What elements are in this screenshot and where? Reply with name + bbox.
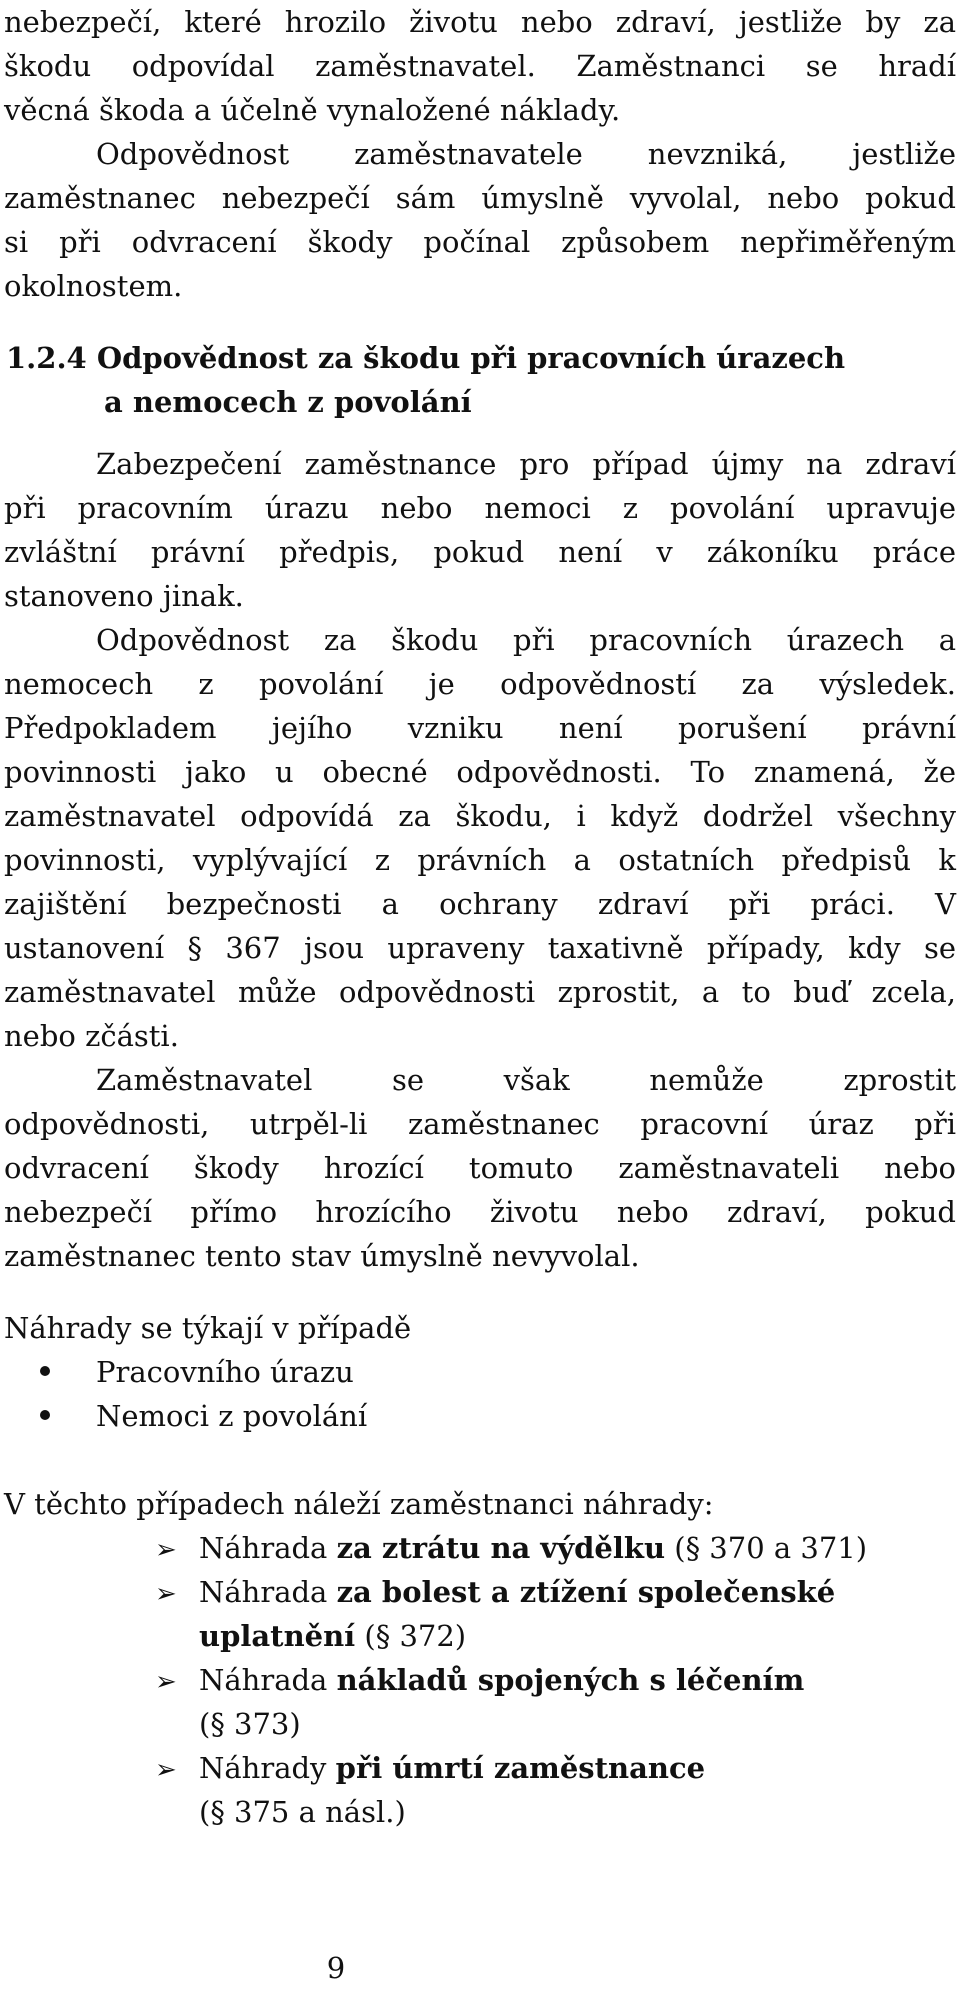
list-item-continuation [199, 1790, 406, 1834]
bullet-text: Pracovního úrazu [96, 1355, 354, 1389]
item-bold: nákladů spojených s léčením [336, 1663, 805, 1697]
item-suffix: (§ 372) [355, 1619, 467, 1653]
item-bold: při úmrtí zaměstnance [335, 1751, 706, 1785]
body-line-8: povinnosti jako u obecné odpovědnosti. To znamená, že [4, 755, 956, 789]
intro-line-3: věcná škoda a účelně vynaložené náklady. [4, 93, 621, 127]
intro-line-2: škodu odpovídal zaměstnavatel. Zaměstnanci se hradí [4, 49, 956, 83]
item-prefix: Náhrady [199, 1751, 336, 1785]
page-number: 9 [326, 1951, 346, 1985]
item-prefix: Náhrada [199, 1575, 337, 1609]
body-line-4: stanoveno jinak. [4, 579, 244, 613]
body-line-17: odvracení škody hrozící tomuto zaměstnavateli nebo [4, 1151, 956, 1185]
body-line-14: nebo zčásti. [4, 1019, 179, 1053]
body-line-7: Předpokladem jejího vzniku není porušení právní [4, 711, 956, 745]
arrow-bullet-icon: ➢ [155, 1755, 177, 1785]
intro-line-6: si při odvracení škody počínal způsobem nepřiměřeným [4, 225, 956, 259]
item-suffix: (§ 375 a násl.) [199, 1795, 406, 1829]
list-item [155, 1746, 705, 1792]
body-line-3: zvláštní právní předpis, pokud není v zákoníku práce [4, 535, 956, 569]
body-line-5: Odpovědnost za škodu při pracovních úrazech a [96, 623, 956, 657]
item-bold: za ztrátu na výdělku [336, 1531, 666, 1565]
bullet-icon [40, 1410, 50, 1420]
body-line-9: zaměstnavatel odpovídá za škodu, i když dodržel všechny [4, 799, 956, 833]
body-line-12: ustanovení § 367 jsou upraveny taxativně případy, kdy se [4, 931, 956, 965]
item-suffix: (§ 373) [199, 1707, 301, 1741]
item-bold: uplatnění [199, 1619, 356, 1653]
list-item-continuation [199, 1702, 301, 1746]
bullet-text: Nemoci z povolání [96, 1399, 368, 1433]
body-line-15: Zaměstnavatel se však nemůže zprostit [96, 1063, 956, 1097]
body-line-10: povinnosti, vyplývající z právních a ostatních předpisů k [4, 843, 956, 877]
body-line-1: Zabezpečení zaměstnance pro případ újmy na zdraví [96, 447, 956, 481]
list-item [155, 1570, 835, 1616]
entitlement-intro: V těchto případech náleží zaměstnanci náhrady: [4, 1487, 714, 1521]
body-line-6: nemocech z povolání je odpovědností za výsledek. [4, 667, 956, 701]
body-line-11: zajištění bezpečnosti a ochrany zdraví při práci. V [4, 887, 956, 921]
body-line-19: zaměstnanec tento stav úmyslně nevyvolal. [4, 1239, 640, 1273]
item-suffix: (§ 370 a 371) [665, 1531, 868, 1565]
bullet-icon [40, 1366, 50, 1376]
item-prefix: Náhrada [199, 1663, 337, 1697]
arrow-bullet-icon: ➢ [155, 1535, 177, 1565]
intro-line-1: nebezpečí, které hrozilo životu nebo zdraví, jestliže by za [4, 5, 956, 39]
intro-line-5: zaměstnanec nebezpečí sám úmyslně vyvolal, nebo pokud [4, 181, 956, 215]
item-prefix: Náhrada [199, 1531, 337, 1565]
compensation-intro: Náhrady se týkají v případě [4, 1311, 412, 1345]
section-title-line2: a nemocech z povolání [104, 385, 472, 419]
arrow-bullet-icon: ➢ [155, 1667, 177, 1697]
section-title-line1: Odpovědnost za škodu při pracovních úrazech [96, 341, 846, 375]
body-line-18: nebezpečí přímo hrozícího životu nebo zdraví, pokud [4, 1195, 956, 1229]
list-item [40, 1350, 354, 1394]
item-bold: za bolest a ztížení společenské [336, 1575, 836, 1609]
section-heading [6, 336, 845, 380]
intro-line-4: Odpovědnost zaměstnavatele nevzniká, jestliže [96, 137, 956, 171]
body-line-16: odpovědnosti, utrpěl-li zaměstnanec pracovní úraz při [4, 1107, 956, 1141]
list-item [155, 1658, 804, 1704]
list-item [155, 1526, 867, 1572]
body-line-2: při pracovním úrazu nebo nemoci z povolání upravuje [4, 491, 956, 525]
section-number: 1.2.4 [6, 341, 87, 375]
intro-line-7: okolnostem. [4, 269, 183, 303]
list-item-continuation [199, 1614, 466, 1658]
body-line-13: zaměstnavatel může odpovědnosti zprostit, a to buď zcela, [4, 975, 956, 1009]
arrow-bullet-icon: ➢ [155, 1579, 177, 1609]
list-item [40, 1394, 367, 1438]
